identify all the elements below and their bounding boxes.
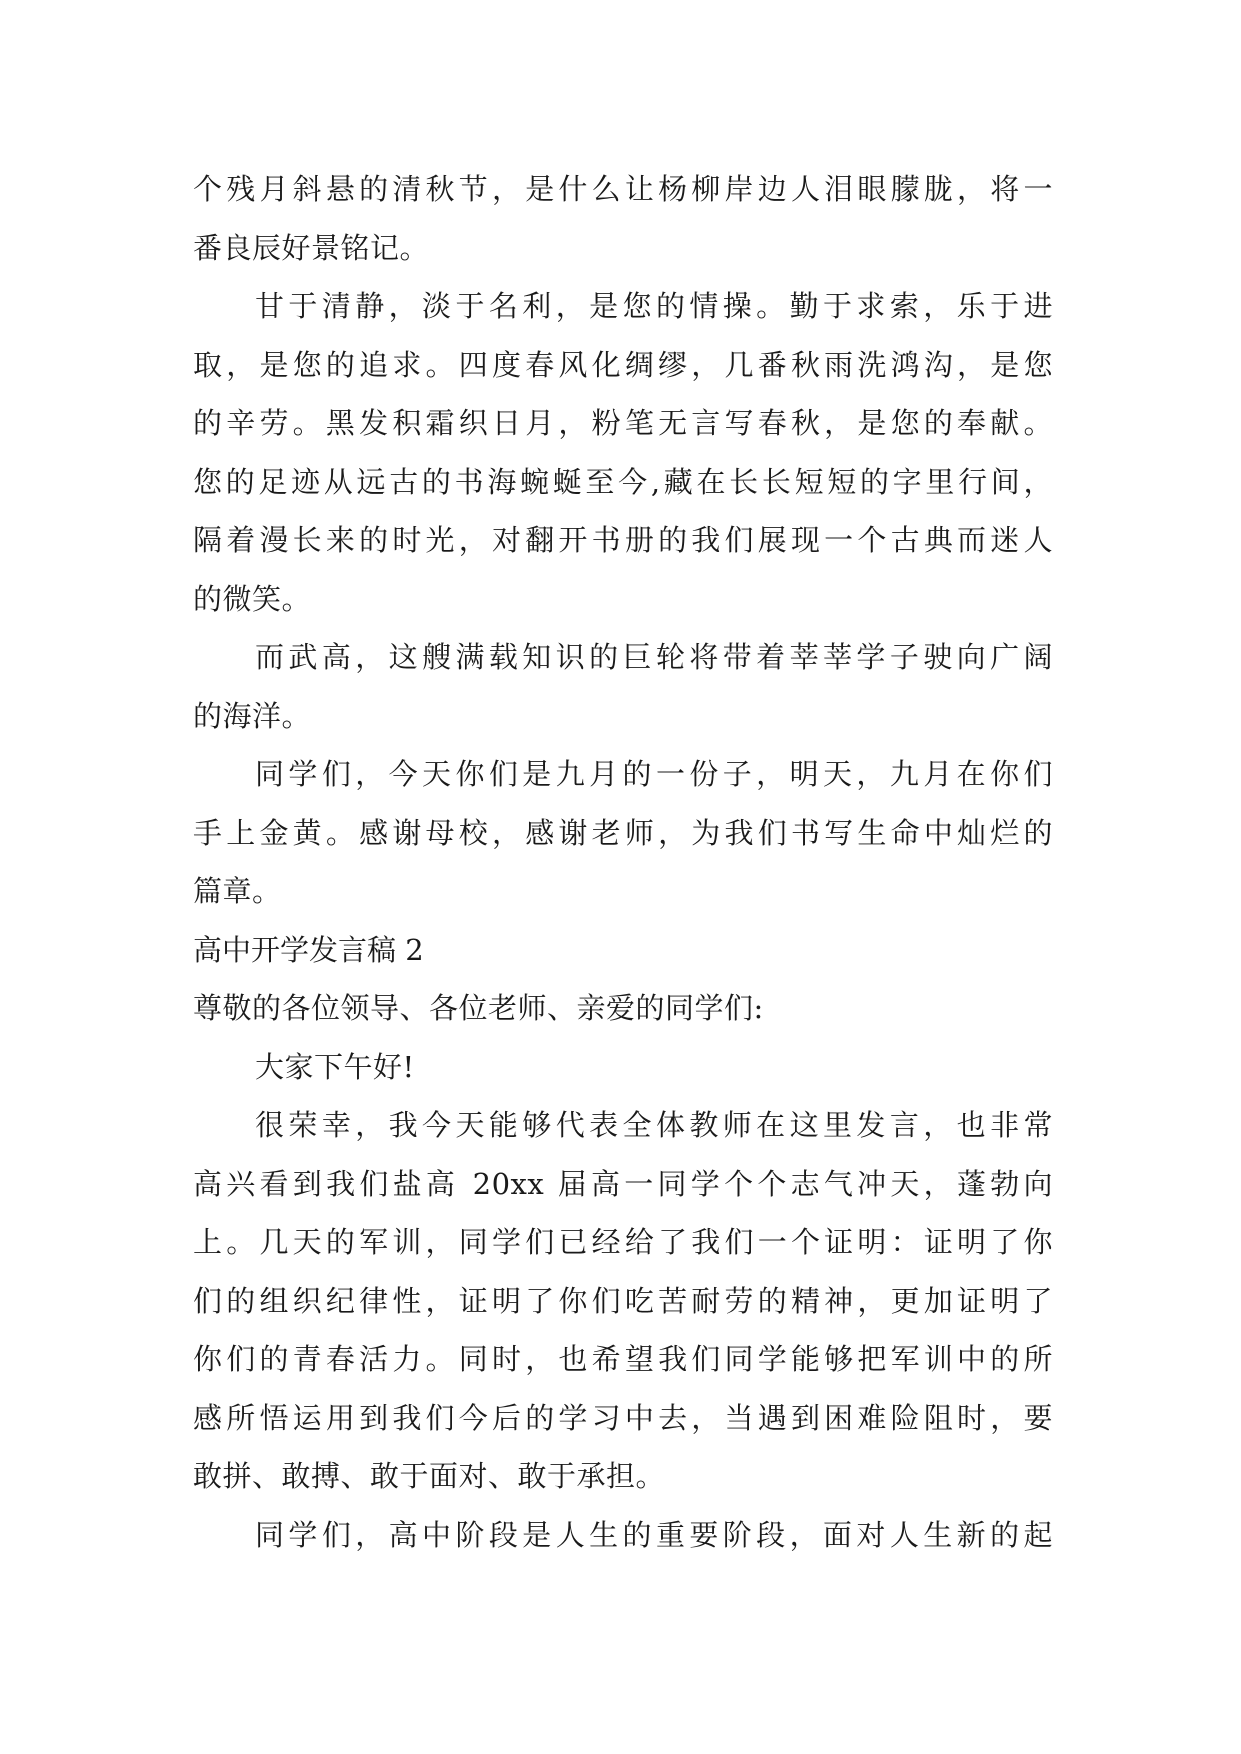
text-line: 高兴看到我们盐高 20xx 届高一同学个个志气冲天，蓬勃向: [193, 1166, 1053, 1201]
paragraph-first-line: 同学们，今天你们是九月的一份子，明天，九月在你们: [255, 757, 1053, 791]
paragraph-first-line: 很荣幸，我今天能够代表全体教师在这里发言，也非常: [255, 1108, 1053, 1142]
text-line: 们的组织纪律性，证明了你们吃苦耐劳的精神，更加证明了: [193, 1283, 1053, 1318]
text-line: 敢拼、敢搏、敢于面对、敢于承担。: [193, 1459, 666, 1493]
section-heading: 高中开学发言稿 2: [193, 932, 424, 967]
text-line: 篇章。: [193, 874, 282, 908]
paragraph-first-line: 同学们，高中阶段是人生的重要阶段，面对人生新的起: [255, 1517, 1053, 1552]
salutation: 尊敬的各位领导、各位老师、亲爱的同学们:: [193, 991, 764, 1025]
text-line: 手上金黄。感谢母校，感谢老师，为我们书写生命中灿烂的: [193, 815, 1053, 850]
text-line: 上。几天的军训，同学们已经给了我们一个证明：证明了你: [193, 1225, 1053, 1259]
text-line: 的辛劳。黑发积霜织日月，粉笔无言写春秋，是您的奉献。: [193, 406, 1053, 440]
paragraph-first-line: 甘于清静，淡于名利，是您的情操。勤于求索，乐于进: [255, 289, 1053, 323]
text-line: 隔着漫长来的时光，对翻开书册的我们展现一个古典而迷人: [193, 523, 1053, 557]
text-line: 你们的青春活力。同时，也希望我们同学能够把军训中的所: [193, 1342, 1053, 1376]
text-line: 番良辰好景铭记。: [193, 230, 430, 265]
paragraph-first-line: 而武高，这艘满载知识的巨轮将带着莘莘学子驶向广阔: [255, 640, 1053, 674]
document-page: [193, 160, 1053, 1564]
text-line: 取，是您的追求。四度春风化绸缪，几番秋雨洗鸿沟，是您: [193, 347, 1053, 382]
text-line: 个残月斜悬的清秋节，是什么让杨柳岸边人泪眼朦胧，将一: [193, 172, 1053, 206]
text-line: 您的足迹从远古的书海蜿蜒至今,藏在长长短短的字里行间，: [193, 464, 1053, 499]
text-line: 感所悟运用到我们今后的学习中去，当遇到困难险阻时，要: [193, 1400, 1053, 1435]
text-line: 的海洋。: [193, 698, 312, 733]
text-line: 的微笑。: [193, 581, 312, 616]
greeting: 大家下午好!: [255, 1049, 415, 1084]
